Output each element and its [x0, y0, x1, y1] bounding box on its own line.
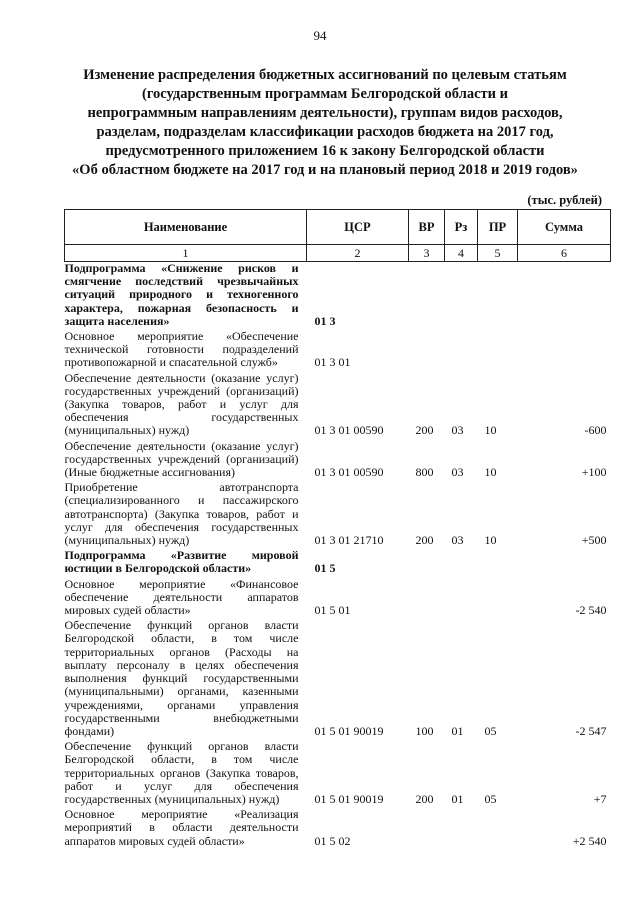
row-vr: 200: [415, 791, 434, 806]
row-vr: 200: [415, 533, 434, 548]
title-line: «Об областном бюджете на 2017 год и на плановый период 2018 и 2019 годов»: [72, 162, 578, 178]
row-csr: 01 3: [314, 313, 336, 328]
row-rz: [445, 262, 478, 331]
header-name: Наименование: [65, 210, 307, 245]
row-vr: [409, 578, 445, 620]
page-number: 94: [313, 28, 327, 43]
row-vr: [409, 808, 445, 850]
row-vr: 100: [415, 723, 434, 738]
row-pr: [478, 330, 518, 372]
table-row: [65, 330, 611, 372]
row-vr: [409, 262, 445, 331]
row-name: Приобретение автотранспорта (специализированного и пассажирского автотранспорта) (Закупка товаров, работ и услуг для обеспечения государственных (муниципальных) нужд): [64, 480, 299, 548]
row-rz: 03: [451, 533, 464, 548]
row-sum: +500: [581, 533, 607, 548]
document-title: [40, 66, 610, 180]
row-name: Обеспечение функций органов власти Белгородской области, в том числе территориальных органов (Расходы на выплату персоналу в целях обеспечения выполнения функций государственными (муниципальными) органами, казенными учреждениями, органами управления государственными внебюджетными фондами): [64, 618, 299, 738]
row-pr: [478, 262, 518, 331]
row-pr: [478, 549, 518, 577]
units-label: (тыс. рублей): [527, 193, 602, 207]
row-rz: 03: [451, 465, 464, 480]
column-number-row: [65, 245, 611, 262]
row-name: Обеспечение деятельности (оказание услуг) государственных учреждений (организаций) (Закупка товаров, работ и услуг для обеспечения государственных (муниципальных) нужд): [64, 370, 299, 438]
row-sum: [518, 262, 611, 331]
column-number: 3: [409, 245, 445, 262]
row-name: Основное мероприятие «Финансовое обеспечение деятельности аппаратов мировых судей области»: [64, 576, 299, 618]
row-csr: 01 3 01 21710: [314, 533, 384, 548]
column-number: 1: [65, 245, 307, 262]
header-sum: Сумма: [518, 210, 611, 245]
row-sum: [518, 330, 611, 372]
row-pr: 10: [484, 423, 497, 438]
row-rz: 01: [451, 723, 464, 738]
table-row: [65, 619, 611, 740]
row-sum: [518, 549, 611, 577]
row-rz: [445, 549, 478, 577]
table-row: [65, 440, 611, 482]
row-sum: +100: [581, 465, 607, 480]
column-number: 2: [307, 245, 409, 262]
title-line: предусмотренного приложением 16 к закону Белгородской области: [105, 143, 545, 159]
row-rz: [445, 808, 478, 850]
header-vr: ВР: [409, 210, 445, 245]
column-number: 4: [445, 245, 478, 262]
table-row: [65, 808, 611, 850]
row-csr: 01 3 01: [314, 355, 351, 370]
row-csr: 01 3 01 00590: [314, 423, 384, 438]
row-pr: 05: [484, 723, 497, 738]
row-vr: 200: [415, 423, 434, 438]
row-vr: 800: [415, 465, 434, 480]
row-csr: 01 3 01 00590: [314, 465, 384, 480]
row-vr: [409, 549, 445, 577]
row-rz: [445, 578, 478, 620]
budget-table: [64, 209, 611, 850]
row-sum: -2 540: [575, 603, 607, 618]
row-pr: [478, 808, 518, 850]
row-pr: 10: [484, 465, 497, 480]
row-pr: [478, 578, 518, 620]
table-row: [65, 481, 611, 549]
row-rz: 03: [451, 423, 464, 438]
table-row: [65, 578, 611, 620]
row-rz: [445, 330, 478, 372]
header-pr: ПР: [478, 210, 518, 245]
column-number: 5: [478, 245, 518, 262]
title-line: Изменение распределения бюджетных ассигнований по целевым статьям: [83, 67, 567, 83]
column-number: 6: [518, 245, 611, 262]
row-sum: -2 547: [575, 723, 607, 738]
header-csr: ЦСР: [307, 210, 409, 245]
row-csr: 01 5 01 90019: [314, 791, 384, 806]
row-name: Обеспечение функций органов власти Белгородской области, в том числе территориальных органов (Закупка товаров, работ и услуг для обеспечения государственных (муниципальных) нужд): [64, 739, 299, 806]
row-rz: 01: [451, 791, 464, 806]
row-name: Подпрограмма «Снижение рисков и смягчение последствий чрезвычайных ситуаций природного и техногенного характера, пожарная безопасность и защита населения»: [64, 261, 299, 328]
title-line: непрограммным направлениям деятельности), группам видов расходов,: [87, 105, 563, 121]
row-name: Основное мероприятие «Обеспечение технической готовности подразделений противопожарной и спасательной служб»: [64, 329, 299, 370]
title-line: разделам, подразделам классификации расходов бюджета на 2017 год,: [96, 124, 554, 140]
row-pr: 05: [484, 791, 497, 806]
row-csr: 01 5: [314, 561, 336, 576]
row-sum: +7: [593, 791, 607, 806]
table-header-row: [65, 210, 611, 245]
row-sum: +2 540: [572, 833, 607, 848]
table-row: [65, 549, 611, 577]
header-rz: Рз: [445, 210, 478, 245]
row-name: Обеспечение деятельности (оказание услуг) государственных учреждений (организаций) (Иные бюджетные ассигнования): [64, 438, 299, 480]
row-name: Подпрограмма «Развитие мировой юстиции в Белгородской области»: [64, 548, 299, 576]
row-pr: 10: [484, 533, 497, 548]
row-csr: 01 5 01: [314, 603, 351, 618]
row-name: Основное мероприятие «Реализация мероприятий в области деятельности аппаратов мировых судей области»: [64, 807, 299, 848]
row-csr: 01 5 02: [314, 833, 351, 848]
row-sum: -600: [584, 423, 607, 438]
table-row: [65, 740, 611, 808]
table-row: [65, 372, 611, 440]
row-vr: [409, 330, 445, 372]
table-row: [65, 262, 611, 331]
row-csr: 01 5 01 90019: [314, 723, 384, 738]
title-line: (государственным программам Белгородской области и: [142, 86, 508, 102]
